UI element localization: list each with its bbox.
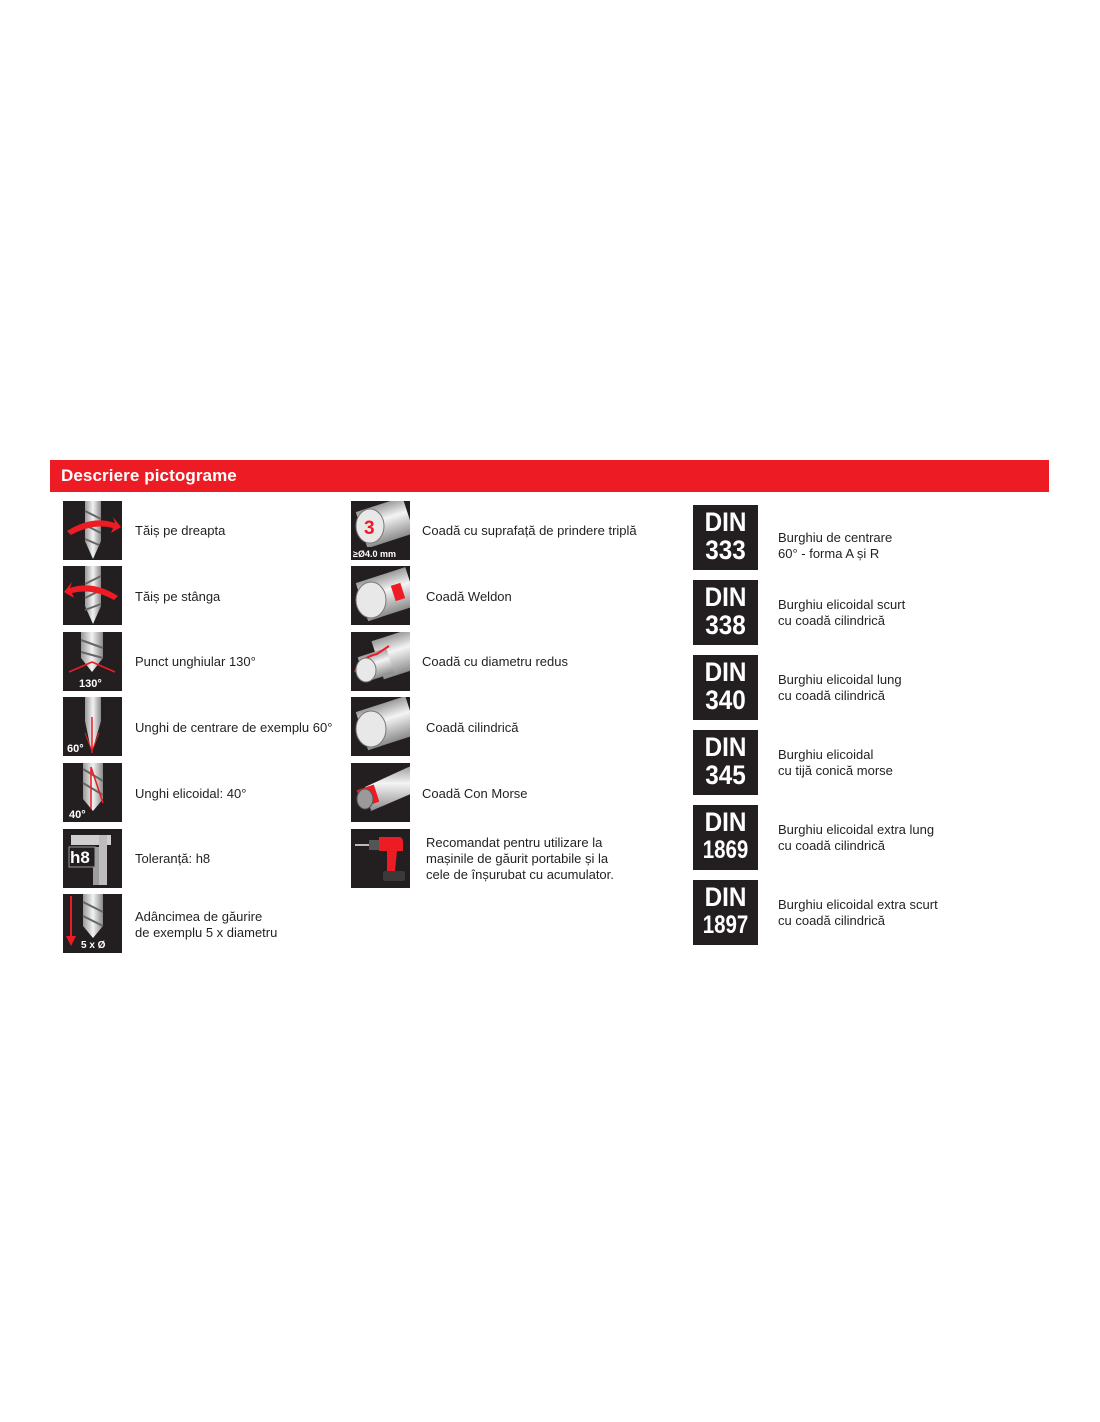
item-label: Burghiu elicoidal lung (778, 672, 902, 687)
item-label: Toleranță: h8 (135, 851, 211, 866)
overlay-text: h8 (70, 848, 90, 867)
item-label-line2: cu tijă conică morse (778, 763, 893, 778)
cordless-drill-icon (351, 829, 410, 888)
item-label: Tăiș pe dreapta (135, 523, 226, 538)
item-label: Unghi elicoidal: 40° (135, 786, 247, 801)
item-label: Adâncimea de găurire (135, 909, 263, 924)
item-label-line2: de exemplu 5 x diametru (135, 925, 278, 940)
item-label: Burghiu elicoidal extra lung (778, 822, 935, 837)
overlay-text: 130° (79, 678, 102, 690)
item-label-line2: mașinile de găurit portabile și la (426, 851, 609, 866)
item-label-line2: 60° - forma A și R (778, 546, 880, 561)
item-label-line3: cele de înșurubat cu acumulator. (426, 867, 614, 882)
overlay-text: 5 x Ø (81, 940, 106, 951)
din-333-badge: DIN 333 (693, 505, 758, 570)
right-hand-cut-icon (63, 501, 122, 560)
drilling-depth-icon (63, 894, 122, 953)
item-label: Burghiu de centrare (778, 530, 893, 545)
reduced-shank-icon (351, 632, 410, 691)
item-label: Burghiu elicoidal scurt (778, 597, 906, 612)
helix-angle-icon (63, 763, 122, 822)
item-label-line2: cu coadă cilindrică (778, 913, 885, 928)
item-label: Burghiu elicoidal extra scurt (778, 897, 938, 912)
section-header (50, 460, 1049, 492)
overlay-text: 3 (364, 518, 375, 539)
item-label: Recomandat pentru utilizare la (426, 835, 603, 850)
triple-flat-shank-icon (351, 501, 410, 560)
item-label: Coadă cilindrică (426, 720, 519, 735)
din-1897-badge: DIN 1897 (693, 880, 758, 945)
item-label-line2: cu coadă cilindrică (778, 688, 885, 703)
din-338-badge: DIN 338 (693, 580, 758, 645)
overlay-text-2: ≥Ø4.0 mm (353, 549, 396, 559)
section-title: Descriere pictograme (61, 466, 237, 485)
din-340-badge: DIN 340 (693, 655, 758, 720)
din-345-badge: DIN 345 (693, 730, 758, 795)
item-label: Coadă Weldon (426, 589, 512, 604)
item-label-line2: cu coadă cilindrică (778, 838, 885, 853)
item-label: Burghiu elicoidal (778, 747, 874, 762)
centering-angle-icon (63, 697, 122, 756)
morse-taper-shank-icon (351, 763, 410, 822)
left-hand-cut-icon (63, 566, 122, 625)
overlay-text: 60° (67, 743, 84, 755)
overlay-text: 40° (69, 809, 86, 821)
item-label: Unghi de centrare de exemplu 60° (135, 720, 333, 735)
din-1869-badge: DIN 1869 (693, 805, 758, 870)
item-label: Coadă cu diametru redus (422, 654, 568, 669)
cylindrical-shank-icon (351, 697, 410, 756)
caliper-tolerance-icon (63, 829, 122, 888)
item-label: Punct unghiular 130° (135, 654, 256, 669)
weldon-shank-icon (351, 566, 410, 625)
item-label: Coadă Con Morse (422, 786, 528, 801)
item-label: Tăiș pe stânga (135, 589, 221, 604)
item-label: Coadă cu suprafață de prindere triplă (422, 523, 637, 538)
point-angle-icon (63, 632, 122, 691)
item-label-line2: cu coadă cilindrică (778, 613, 885, 628)
